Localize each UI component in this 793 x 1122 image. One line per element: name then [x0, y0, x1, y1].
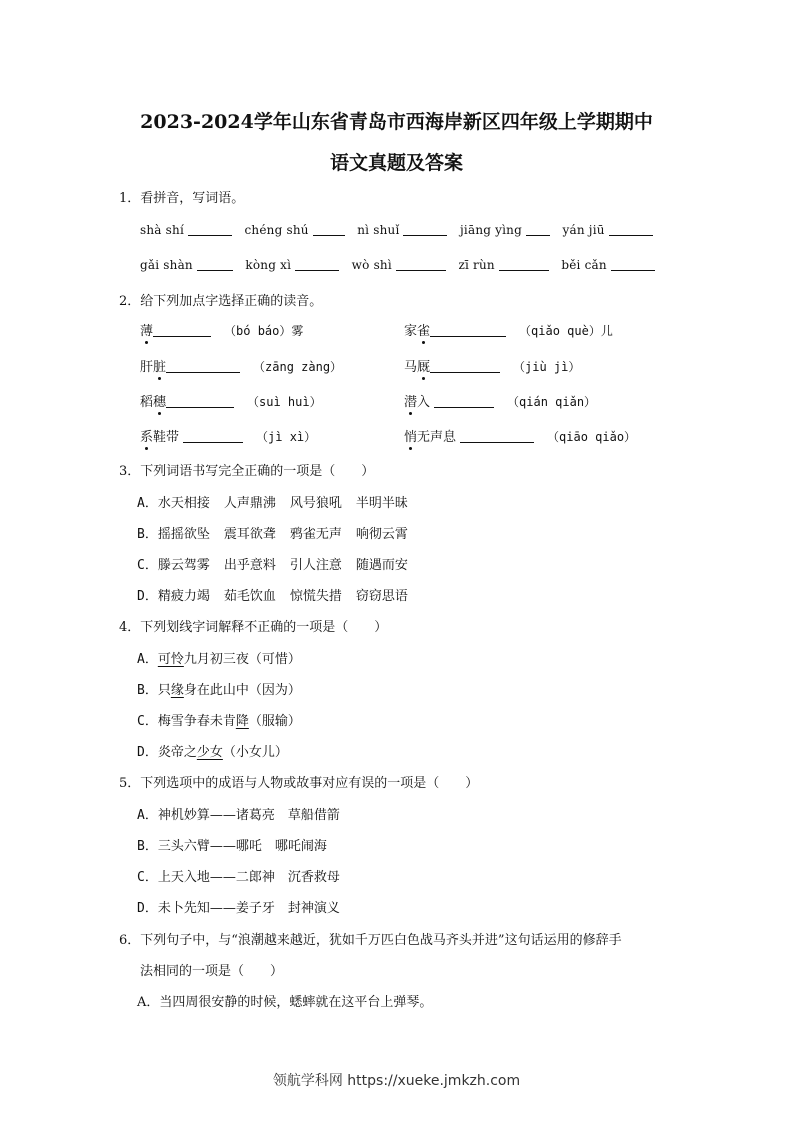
dotted-char: 系 [140, 430, 154, 445]
question-2-stem: 2．给下列加点字选择正确的读音。 [119, 294, 323, 309]
answer-blank[interactable] [609, 222, 653, 236]
underlined-word: 缘 [170, 683, 184, 698]
option-c[interactable]: C．梅雪争春未肯降（服输） [137, 714, 301, 729]
question-4-stem: 4．下列划线字词解释不正确的一项是（ ） [119, 620, 388, 635]
pinyin: shà shí [140, 223, 184, 237]
answer-blank[interactable] [526, 222, 550, 236]
reading-item: 系鞋带 （jì xì） [140, 430, 317, 445]
dotted-char: 穗 [153, 395, 167, 410]
answer-blank[interactable] [197, 257, 233, 271]
dotted-char: 雀 [417, 324, 431, 339]
option-d[interactable]: D．未卜先知——姜子牙 封神演义 [137, 901, 340, 916]
answer-blank[interactable] [611, 257, 655, 271]
reading-item: 薄 （bó báo）雾 [140, 324, 304, 339]
answer-blank[interactable] [430, 359, 500, 373]
pinyin: yán jiū [562, 223, 605, 237]
footer-watermark: 领航学科网 https://xueke.jmkzh.com [272, 1073, 521, 1089]
option-c[interactable]: C．滕云驾雾 出乎意料 引人注意 随遇而安 [137, 558, 408, 573]
question-3-stem: 3．下列词语书写完全正确的一项是（ ） [119, 464, 375, 479]
option-a[interactable]: A．水天相接 人声鼎沸 风号狼吼 半明半昧 [137, 496, 408, 511]
question-6-stem-cont: 法相同的一项是（ ） [140, 964, 284, 979]
answer-blank[interactable] [188, 222, 232, 236]
option-a[interactable]: A．神机妙算——诸葛亮 草船借箭 [137, 808, 340, 823]
page-title: 2023-2024学年山东省青岛市西海岸新区四年级上学期期中 [140, 111, 653, 133]
option-b[interactable]: B．三头六臂——哪吒 哪吒闹海 [137, 839, 327, 854]
underlined-word: 可怜 [157, 652, 184, 667]
pinyin: gǎi shàn [140, 258, 193, 272]
question-6-stem: 6．下列句子中，与“浪潮越来越近，犹如千万匹白色战马齐头并进”这句话运用的修辞手 [119, 933, 622, 948]
pinyin-row-2 [140, 257, 660, 272]
option-b[interactable]: B．摇摇欲坠 震耳欲聋 鸦雀无声 响彻云霄 [137, 527, 408, 542]
answer-blank[interactable] [403, 222, 447, 236]
pinyin: nì shuǐ [357, 223, 400, 237]
pinyin: wò shì [351, 258, 392, 272]
dotted-char: 脏 [153, 360, 167, 375]
question-5-stem: 5．下列选项中的成语与人物或故事对应有误的一项是（ ） [119, 776, 479, 791]
reading-item: 潜入 （qián qiǎn） [404, 395, 597, 410]
answer-blank[interactable] [183, 429, 243, 443]
option-c[interactable]: C．上天入地——二郎神 沉香救母 [137, 870, 340, 885]
answer-blank[interactable] [434, 394, 494, 408]
page-subtitle: 语文真题及答案 [329, 152, 463, 174]
answer-blank[interactable] [460, 429, 534, 443]
underlined-word: 少女 [196, 745, 223, 760]
option-a[interactable]: A．可怜九月初三夜（可惜） [137, 652, 301, 667]
reading-item: 马厩 （jiù jì） [404, 360, 581, 375]
pinyin: běi cǎn [561, 258, 607, 272]
answer-blank[interactable] [499, 257, 549, 271]
answer-blank[interactable] [153, 323, 211, 337]
reading-item: 稻穗 （suì huì） [140, 395, 322, 410]
answer-blank[interactable] [166, 359, 240, 373]
answer-blank[interactable] [166, 394, 234, 408]
dotted-char: 厩 [417, 360, 431, 375]
reading-item: 肝脏 （zāng zàng） [140, 360, 343, 375]
dotted-char: 潜 [404, 395, 418, 410]
option-a[interactable]: A．当四周很安静的时候，蟋蟀就在这平台上弹琴。 [137, 995, 433, 1010]
pinyin: kòng xì [245, 258, 292, 272]
option-d[interactable]: D．精疲力竭 茹毛饮血 惊慌失措 窃窃思语 [137, 589, 408, 604]
pinyin-row-1 [140, 222, 658, 237]
answer-blank[interactable] [396, 257, 446, 271]
option-d[interactable]: D．炎帝之少女（小女儿） [137, 745, 288, 760]
reading-item: 悄无声息 （qiāo qiǎo） [404, 430, 637, 445]
answer-blank[interactable] [430, 323, 506, 337]
underlined-word: 降 [235, 714, 249, 729]
pinyin: jiāng yìng [460, 223, 522, 237]
option-b[interactable]: B．只缘身在此山中（因为） [137, 683, 301, 698]
dotted-char: 薄 [140, 324, 154, 339]
dotted-char: 悄 [404, 430, 418, 445]
reading-item: 家雀 （qiǎo què）儿 [404, 324, 613, 339]
answer-blank[interactable] [313, 222, 345, 236]
pinyin: zī rùn [458, 258, 495, 272]
pinyin: chéng shú [244, 223, 309, 237]
question-1-stem: 1．看拼音，写词语。 [119, 191, 245, 206]
answer-blank[interactable] [295, 257, 339, 271]
